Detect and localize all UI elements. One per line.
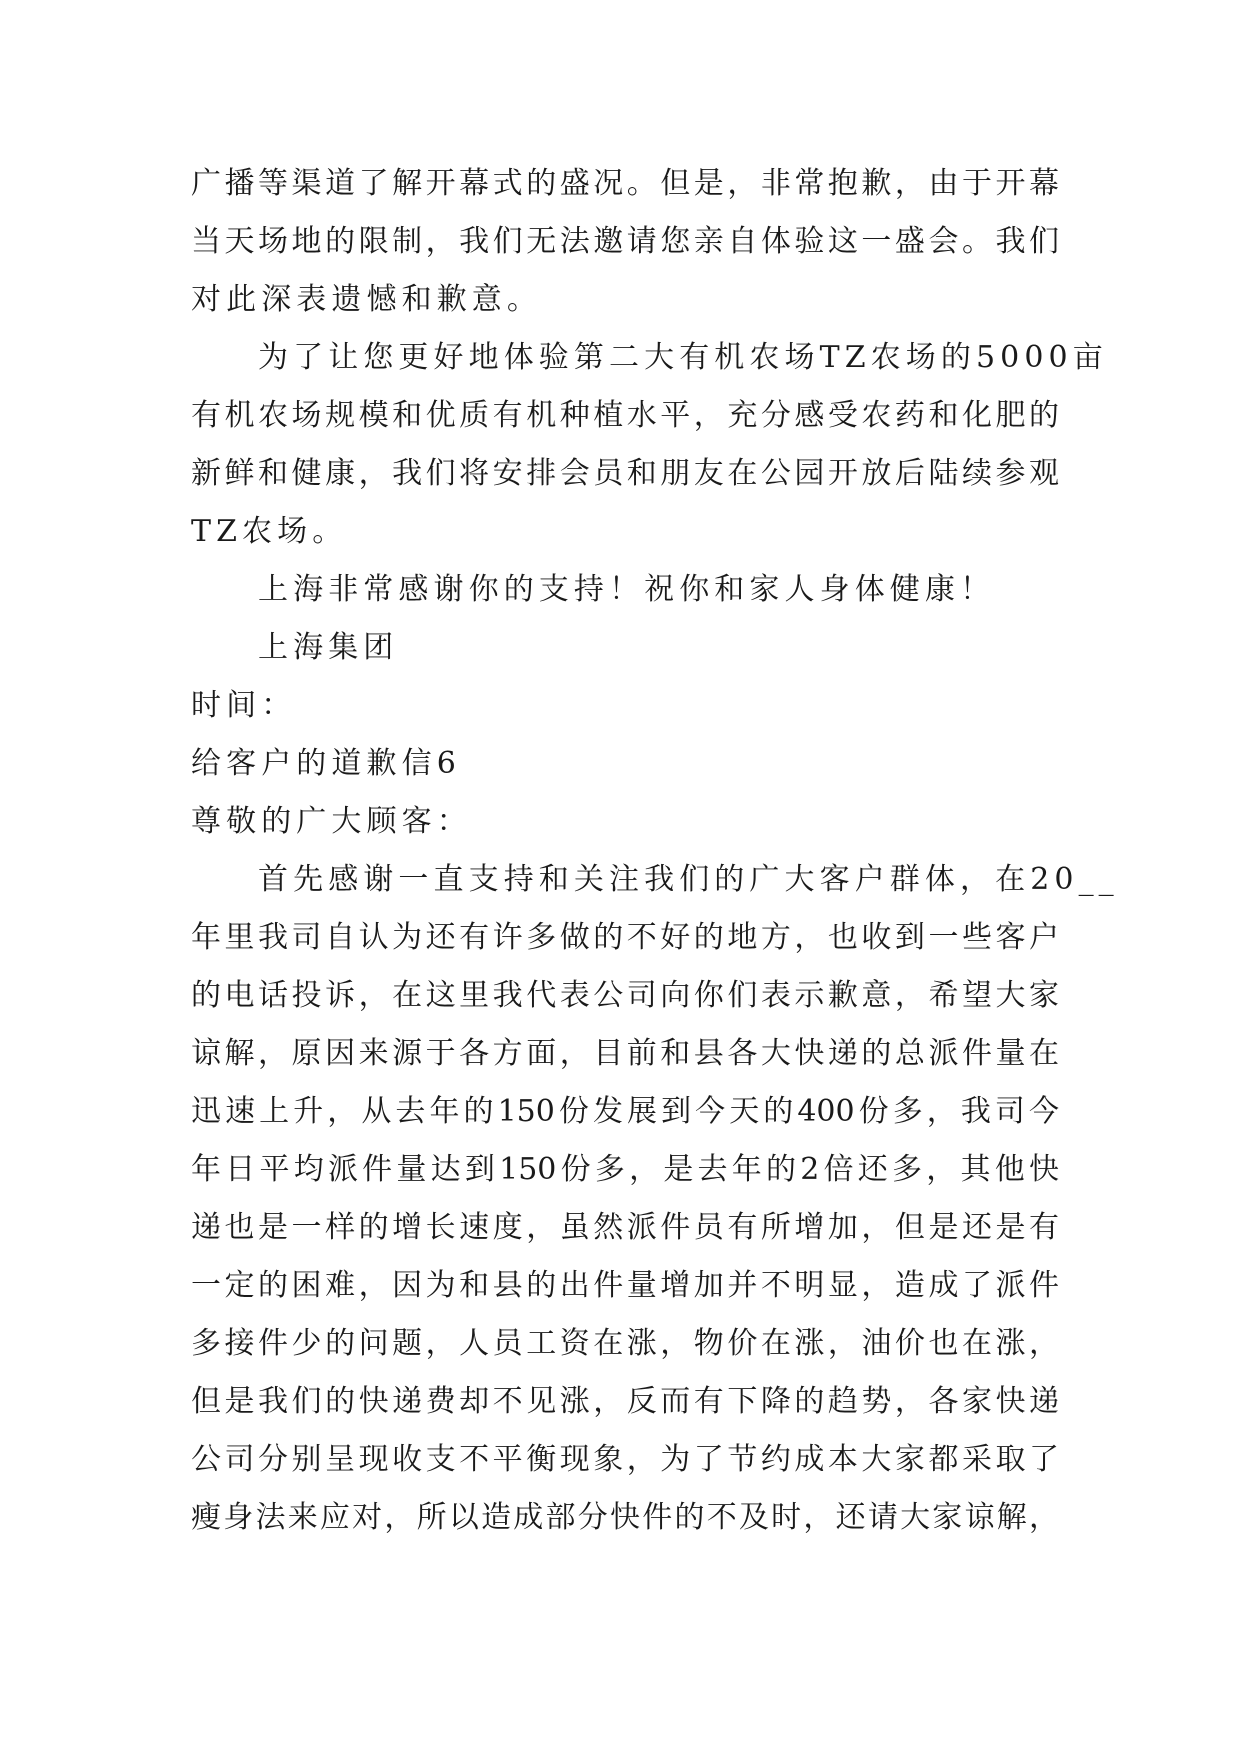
paragraph-line: 递也是一样的增长速度，虽然派件员有所增加，但是还是有 [191,1210,1059,1245]
section-title: 给客户的道歉信6 [191,746,461,781]
paragraph-line: 但是我们的快递费却不见涨，反而有下降的趋势，各家快递 [191,1384,1059,1419]
paragraph-line: 当天场地的限制，我们无法邀请您亲自体验这一盛会。我们 [191,224,1059,259]
date-label: 时间： [191,688,297,723]
signature: 上海集团 [258,630,399,665]
paragraph-line: 对此深表遗憾和歉意。 [191,282,542,317]
paragraph-line: 有机农场规模和优质有机种植水平，充分感受农药和化肥的 [191,398,1059,433]
paragraph-line: 迅速上升，从去年的150份发展到今天的400份多，我司今 [191,1094,1059,1129]
paragraph-line: 年里我司自认为还有许多做的不好的地方，也收到一些客户 [191,920,1059,955]
paragraph-line: 广播等渠道了解开幕式的盛况。但是，非常抱歉，由于开幕 [191,166,1059,201]
paragraph-line: 公司分别呈现收支不平衡现象，为了节约成本大家都采取了 [191,1442,1059,1477]
paragraph-line: 多接件少的问题，人员工资在涨，物价在涨，油价也在涨， [191,1326,1059,1361]
paragraph-line: 瘦身法来应对，所以造成部分快件的不及时，还请大家谅解， [191,1500,1059,1535]
paragraph-line: 谅解，原因来源于各方面，目前和县各大快递的总派件量在 [191,1036,1059,1071]
paragraph-line: 的电话投诉，在这里我代表公司向你们表示歉意，希望大家 [191,978,1059,1013]
closing-line: 上海非常感谢你的支持！祝你和家人身体健康！ [258,572,996,607]
paragraph-line: 新鲜和健康，我们将安排会员和朋友在公园开放后陆续参观 [191,456,1059,491]
salutation: 尊敬的广大顾客： [191,804,472,839]
paragraph-line: 年日平均派件量达到150份多，是去年的2倍还多，其他快 [191,1152,1059,1187]
paragraph-line: 为了让您更好地体验第二大有机农场TZ农场的5000亩 [258,340,1108,375]
paragraph-line: TZ农场。 [191,514,348,549]
paragraph-line: 首先感谢一直支持和关注我们的广大客户群体，在20__ [258,862,1119,897]
paragraph-line: 一定的困难，因为和县的出件量增加并不明显，造成了派件 [191,1268,1059,1303]
